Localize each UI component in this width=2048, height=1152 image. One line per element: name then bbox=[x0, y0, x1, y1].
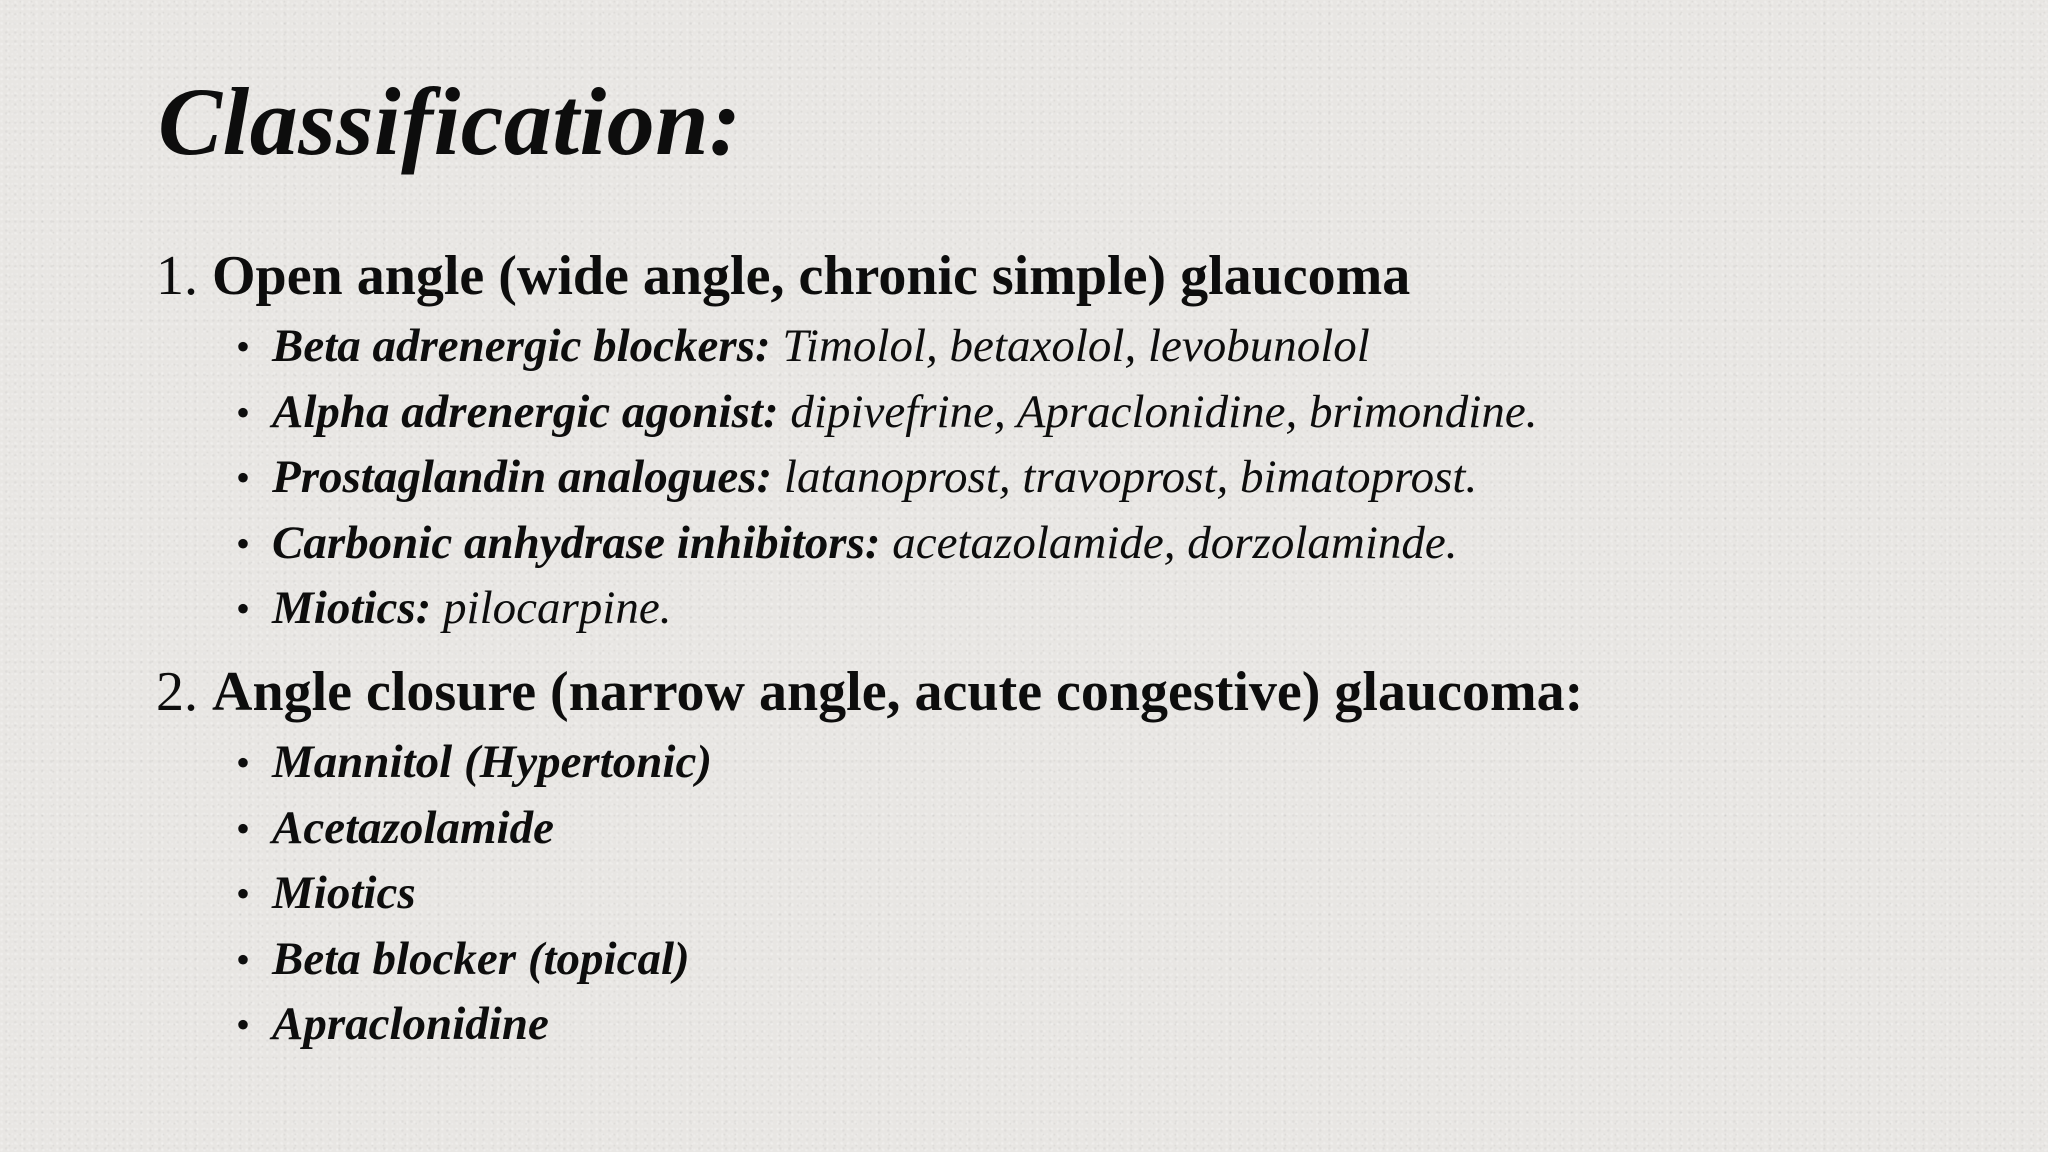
drug-label: Mannitol (Hypertonic) bbox=[272, 736, 712, 788]
drug-list bbox=[156, 314, 2016, 642]
bullet-icon: • bbox=[236, 805, 251, 851]
bullet-icon: • bbox=[236, 871, 251, 916]
bullet-icon: • bbox=[236, 520, 251, 566]
bullet-icon: • bbox=[236, 740, 251, 785]
drug-label: Acetazolamide bbox=[272, 801, 554, 854]
drug-names: latanoprost, travoprost, bimatoprost. bbox=[783, 451, 1478, 503]
section-number: 2. bbox=[156, 661, 198, 723]
bullet-icon: • bbox=[236, 936, 251, 982]
list-item bbox=[236, 380, 2016, 446]
drug-label: Miotics bbox=[272, 867, 416, 919]
drug-class-label: Alpha adrenergic agonist: bbox=[272, 385, 779, 438]
bullet-icon: • bbox=[236, 324, 251, 369]
drug-label: Apraclonidine bbox=[272, 998, 549, 1050]
drug-class-label: Prostaglandin analogues: bbox=[272, 451, 773, 503]
bullet-icon: • bbox=[236, 1002, 251, 1047]
list-item bbox=[236, 511, 2016, 577]
list-item bbox=[236, 576, 2016, 642]
drug-names: Timolol, betaxolol, levobunolol bbox=[782, 320, 1370, 372]
list-item bbox=[236, 730, 2016, 796]
section-number: 1. bbox=[156, 245, 198, 307]
drug-label: Beta blocker (topical) bbox=[272, 932, 690, 985]
drug-list bbox=[156, 730, 2016, 1058]
drug-names: pilocarpine. bbox=[443, 582, 672, 634]
section-heading bbox=[156, 238, 2016, 314]
section-angle-closure bbox=[156, 654, 2016, 1058]
list-item bbox=[236, 927, 2016, 993]
bullet-icon: • bbox=[236, 586, 251, 631]
list-item bbox=[236, 861, 2016, 927]
bullet-icon: • bbox=[236, 455, 251, 500]
list-item bbox=[236, 992, 2016, 1058]
drug-names: dipivefrine, Apraclonidine, brimondine. bbox=[790, 385, 1538, 438]
slide-title: Classification: bbox=[158, 68, 742, 175]
drug-class-label: Carbonic anhydrase inhibitors: bbox=[272, 516, 881, 569]
drug-names: acetazolamide, dorzolaminde. bbox=[892, 516, 1458, 569]
section-heading bbox=[156, 654, 2016, 730]
list-item bbox=[236, 796, 2016, 862]
section-heading-text: Angle closure (narrow angle, acute congestive) glaucoma: bbox=[212, 661, 1584, 723]
bullet-icon: • bbox=[236, 389, 251, 435]
section-open-angle bbox=[156, 238, 2016, 642]
drug-class-label: Beta adrenergic blockers: bbox=[272, 320, 771, 372]
drug-class-label: Miotics: bbox=[272, 582, 432, 634]
section-heading-text: Open angle (wide angle, chronic simple) glaucoma bbox=[212, 245, 1411, 307]
list-item bbox=[236, 314, 2016, 380]
list-item bbox=[236, 445, 2016, 511]
